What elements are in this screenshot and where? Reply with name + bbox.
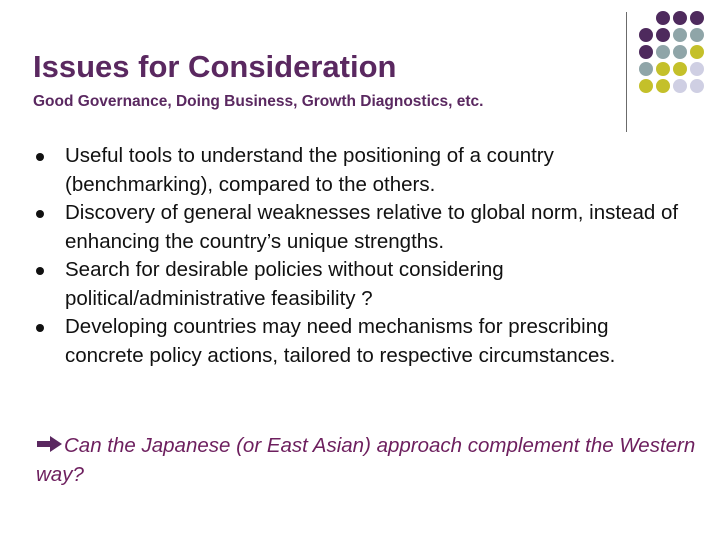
decorative-dot: [673, 11, 687, 25]
corner-dot-grid-icon: [636, 8, 720, 128]
decorative-dot: [639, 62, 653, 76]
decorative-dot: [639, 28, 653, 42]
decorative-dot: [673, 45, 687, 59]
header-divider-line: [626, 12, 627, 132]
decorative-dot: [656, 28, 670, 42]
decorative-dot: [690, 62, 704, 76]
bullet-item: [36, 142, 686, 199]
bullet-item: [36, 313, 686, 370]
bullet-list: [36, 142, 686, 370]
bullet-text: Search for desirable policies without considering political/administrative feasibility ?: [65, 258, 504, 310]
bullet-dot-icon: [36, 267, 44, 275]
decorative-dot: [690, 11, 704, 25]
conclusion-text: Can the Japanese (or East Asian) approach complement the Western way?: [36, 434, 696, 486]
bullet-dot-icon: [36, 153, 44, 161]
slide-subtitle: Good Governance, Doing Business, Growth Diagnostics, etc.: [33, 93, 484, 110]
bullet-text: Discovery of general weaknesses relative to global norm, instead of enhancing the country’s unique strengths.: [65, 201, 679, 253]
slide-title: Issues for Consideration: [33, 49, 397, 84]
decorative-dot: [673, 62, 687, 76]
decorative-dot: [656, 45, 670, 59]
bullet-dot-icon: [36, 210, 44, 218]
right-arrow-icon: [36, 434, 64, 454]
decorative-dot: [656, 11, 670, 25]
decorative-dot: [656, 62, 670, 76]
decorative-dot: [639, 45, 653, 59]
decorative-dot: [639, 79, 653, 93]
decorative-dot: [690, 28, 704, 42]
decorative-dot: [673, 79, 687, 93]
decorative-dot: [690, 45, 704, 59]
decorative-dot: [673, 28, 687, 42]
bullet-item: [36, 256, 686, 313]
bullet-item: [36, 199, 686, 256]
decorative-dot: [690, 79, 704, 93]
bullet-text: Useful tools to understand the positioning of a country (benchmarking), compared to the others.: [65, 144, 554, 196]
bullet-text: Developing countries may need mechanisms for prescribing concrete policy actions, tailored to respective circumstances.: [65, 315, 616, 367]
decorative-dot: [656, 79, 670, 93]
conclusion-statement: [36, 432, 696, 489]
bullet-dot-icon: [36, 324, 44, 332]
